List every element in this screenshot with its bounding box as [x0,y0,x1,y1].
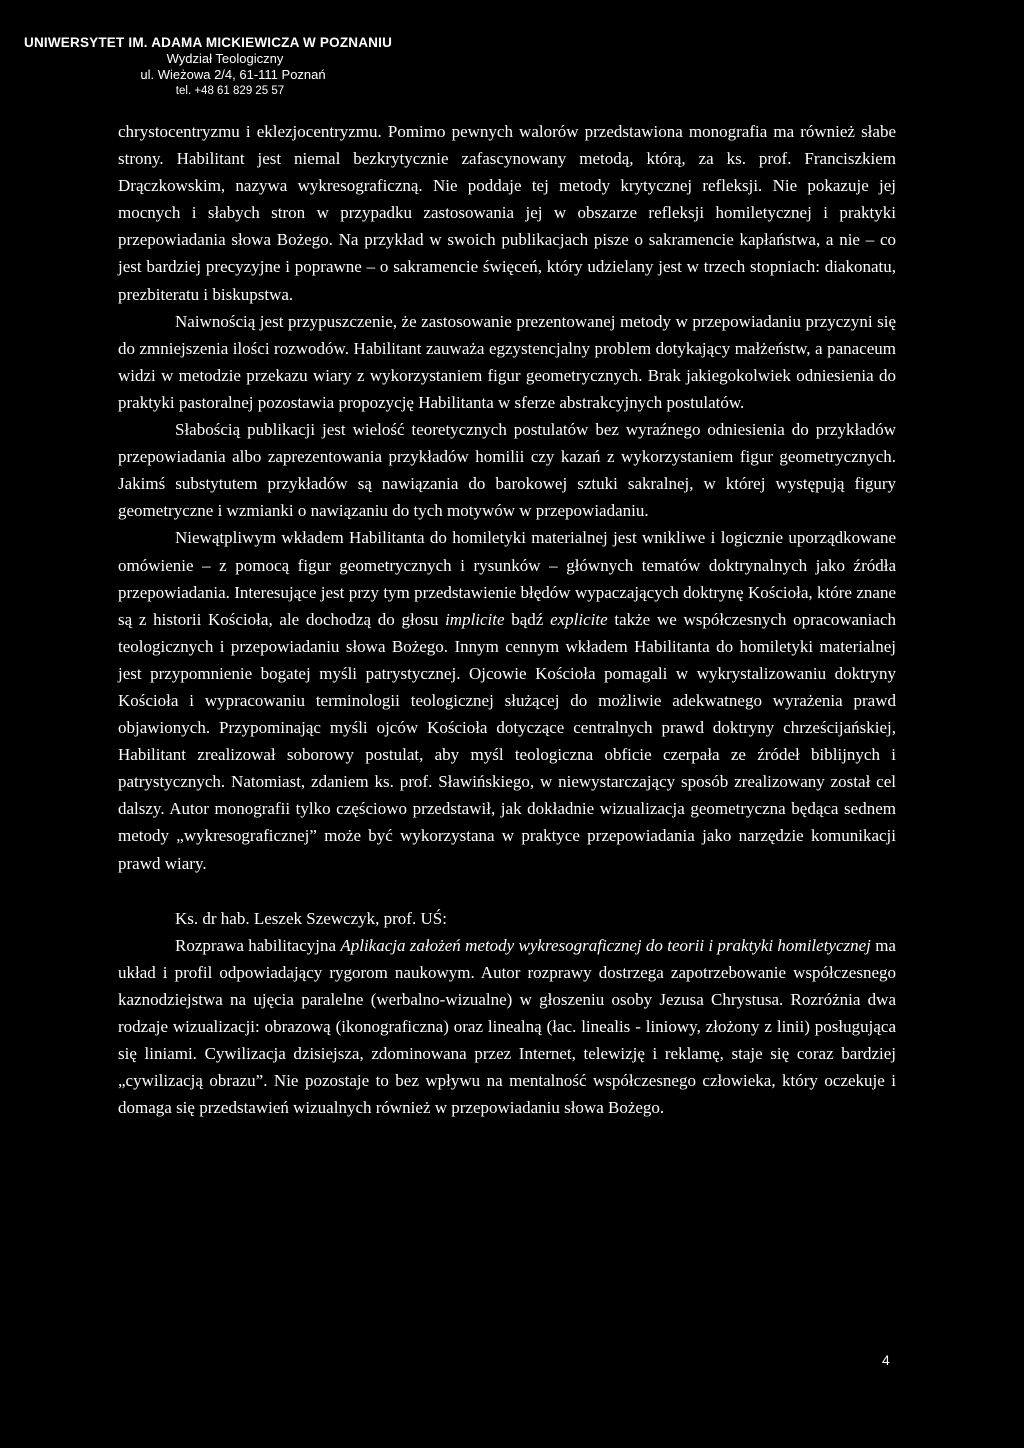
italic-term-explicite: explicite [550,609,608,629]
letterhead [24,34,444,99]
paragraph-text: Niewątpliwym wkładem Habilitanta do homiletyki materialnej jest wnikliwe i logicznie uporządkowane omówienie – z pomocą figur geometrycznych i rysunków – głównych tematów doktrynalnych jako źródła przepowiadania. Interesujące jest przy tym przedstawienie błędów wypaczających doktrynę Kościoła, które znane są z historii Kościoła, ale dochodzą do głosu [118,528,896,629]
paragraph-text: bądź [504,609,551,629]
paragraph-naivety: Naiwnością jest przypuszczenie, że zastosowanie prezentowanej metody w przepowiadaniu przyczyni się do zmniejszenia ilości rozwodów. Habilitant zauważa egzystencjalny problem dotykający małżeństw, a panaceum widzi w metodzie przekazu wiary z wykorzystaniem figur geometrycznych. Brak jakiegokolwiek odniesienia do praktyki pastoralnej pozostawia propozycję Habilitanta w sferze abstrakcyjnych postulatów. [118,311,896,412]
document-body [118,118,896,1121]
phone-number: tel. +48 61 829 25 57 [175,85,285,97]
reviewer-heading: Ks. dr hab. Leszek Szewczyk, prof. UŚ: [175,908,447,928]
page-number: 4 [882,1352,890,1368]
paragraph-text: Rozprawa habilitacyjna [175,935,341,955]
thesis-title: Aplikacja założeń metody wykresograficznej do teorii i praktyki homiletycznej [340,935,871,955]
paragraph-continuation: chrystocentryzmu i eklezjocentryzmu. Pomimo pewnych walorów przedstawiona monografia ma również słabe strony. Habilitant jest niemal bezkrytycznie zafascynowany metodą, którą, za ks. prof. Franciszkiem Drączkowskim, nazywa wykresograficzną. Nie poddaje tej metody krytycznej refleksji. Nie pokazuje jej mocnych i słabych stron w przypadku zastosowania jej w obszarze refleksji homiletycznej i praktyki przepowiadania słowa Bożego. Na przykład w swoich publikacjach pisze o sakramencie kapłaństwa, a nie – co jest bardziej precyzyjne i poprawne – o sakramencie święceń, który udzielany jest w trzech stopniach: diakonatu, prezbiteratu i biskupstwa. [118,122,896,304]
paragraph-weakness: Słabością publikacji jest wielość teoretycznych postulatów bez wyraźnego odniesienia do przykładów przepowiadania albo zaprezentowania przykładów homilii czy kazań z wykorzystaniem figur geometrycznych. Jakimś substytutem przykładów są nawiązania do barokowej sztuki sakralnej, w której występują figury geometryczne i wzmianki o nawiązaniu do tych motywów w przepowiadaniu. [118,420,896,521]
paragraph-contribution [118,524,896,876]
paragraph-text: także we współczesnych opracowaniach teologicznych i przepowiadaniu słowa Bożego. Innym cennym wkładem Habilitanta do homiletyki materialnej jest przypomnienie bogatej myśli patrystycznej. Ojcowie Kościoła pomagali w wykrystalizowaniu doktryny Kościoła i wypracowaniu terminologii teologicznej służącej do możliwie adekwatnego wyrażenia prawd objawionych. Przypominając myśli ojców Kościoła dotyczące centralnych prawd doktryny chrześcijańskiej, Habilitant zrealizował soborowy postulat, aby myśl teologiczna obficie czerpała ze źródeł biblijnych i patrystycznych. Natomiast, zdaniem ks. prof. Sławińskiego, w niewystarczający sposób zrealizowany został cel dalszy. Autor monografii tylko częściowo przedstawił, jak dokładnie wizualizacja geometryczna będąca sednem metody „wykresograficznej” może być wykorzystana w praktyce przepowiadania jako narzędzie komunikacji prawd wiary. [118,609,896,873]
paragraph-review [118,932,896,1122]
paragraph-text: ma układ i profil odpowiadający rygorom naukowym. Autor rozprawy dostrzega zapotrzebowanie współczesnego kaznodziejstwa na ujęcia paralelne (werbalno-wizualne) w głoszeniu osoby Jezusa Chrystusa. Rozróżnia dwa rodzaje wizualizacji: obrazową (ikonograficzna) oraz linealną (łac. linealis - liniowy, złożony z linii) posługująca się liniami. Cywilizacja dzisiejsza, zdominowana przez Internet, telewizję i reklamę, staje się coraz bardziej „cywilizacją obrazu”. Nie pozostaje to bez wpływu na mentalność współczesnego człowieka, który oczekuje i domaga się przedstawień wizualnych również w przepowiadaniu słowa Bożego. [118,935,896,1118]
address: ul. Wieżowa 2/4, 61-111 Poznań [140,67,326,82]
italic-term-implicite: implicite [445,609,505,629]
university-name: UNIWERSYTET IM. ADAMA MICKIEWICZA W POZNANIU [24,35,393,50]
department-name: Wydział Teologiczny [166,51,284,66]
